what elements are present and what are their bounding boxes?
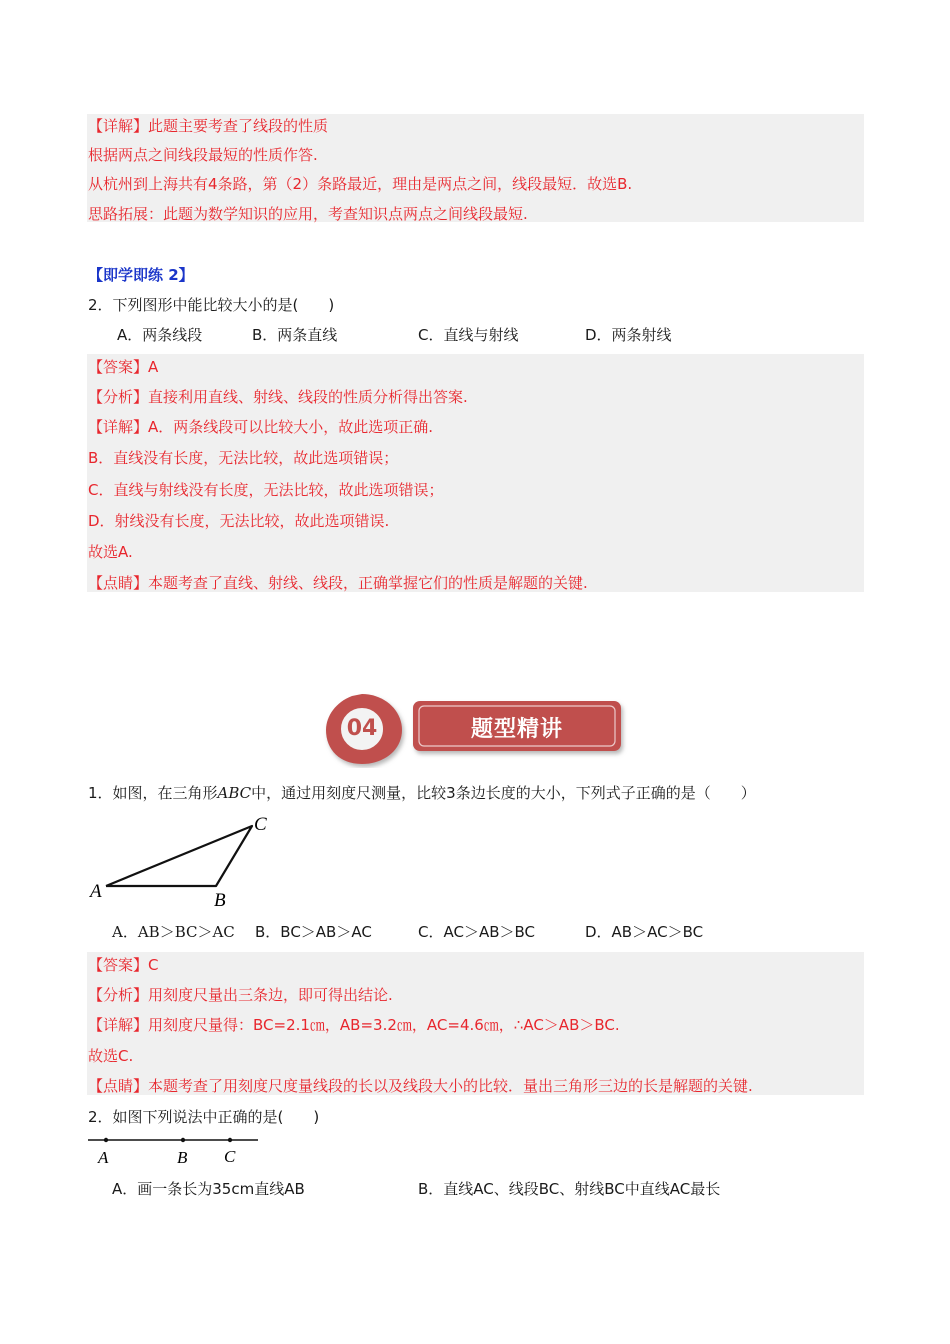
vertex-label-b: B <box>214 890 226 911</box>
answer-line: 故选A. <box>88 543 133 561</box>
point-c <box>228 1138 232 1142</box>
answer-line: 【详解】A．两条线段可以比较大小，故此选项正确. <box>88 418 434 436</box>
question-1-post: 中，通过用刻度尺测量，比较3条边长度的大小，下列式子正确的是（ ） <box>251 784 756 802</box>
explanation-line: 根据两点之间线段最短的性质作答. <box>88 146 318 164</box>
triangle-figure <box>86 812 286 912</box>
vertex-label-a: A <box>90 881 102 902</box>
answer-line: 【分析】直接利用直线、射线、线段的性质分析得出答案. <box>88 388 468 406</box>
option-b: B．两条直线 <box>252 326 338 344</box>
answer-line: D．射线没有长度，无法比较，故此选项错误. <box>88 512 390 530</box>
q2-option-a: A．画一条长为35cm直线AB <box>112 1180 305 1198</box>
q1-option-a: A．AB＞BC＞AC <box>112 923 235 941</box>
q1-answer: 【答案】C <box>88 956 159 974</box>
question-1-pre: 1．如图，在三角形 <box>88 784 218 802</box>
section-title: 题型精讲 <box>470 717 563 742</box>
triangle-name: ABC <box>217 784 252 802</box>
answer-line: B．直线没有长度，无法比较，故此选项错误； <box>88 449 399 467</box>
q1-choice: 故选C. <box>88 1047 134 1065</box>
option-c: C．直线与射线 <box>418 326 519 344</box>
answer-line: C．直线与射线没有长度，无法比较，故此选项错误； <box>88 481 444 499</box>
explanation-line: 【详解】此题主要考查了线段的性质 <box>88 117 329 135</box>
q2-option-b: B．直线AC、线段BC、射线BC中直线AC最长 <box>418 1180 721 1198</box>
vertex-label-c: C <box>254 814 267 835</box>
q1-note: 【点睛】本题考查了用刻度尺度量线段的长以及线段大小的比较．量出三角形三边的长是解题的关键. <box>88 1077 753 1095</box>
q1-detail: 【详解】用刻度尺量得：BC=2.1㎝，AB=3.2㎝，AC=4.6㎝，∴AC＞AB＞BC. <box>88 1016 620 1034</box>
question-1-text <box>88 783 756 803</box>
explanation-line: 思路拓展：此题为数学知识的应用，考查知识点两点之间线段最短. <box>88 205 528 223</box>
q1-option-b: B．BC＞AB＞AC <box>255 923 372 941</box>
answer-line: 【答案】A <box>88 358 159 376</box>
point-label-c: C <box>224 1147 236 1166</box>
point-b <box>181 1138 185 1142</box>
answer-line: 【点睛】本题考查了直线、射线、线段，正确掌握它们的性质是解题的关键. <box>88 574 588 592</box>
point-label-b: B <box>177 1148 188 1167</box>
q1-option-d: D．AB＞AC＞BC <box>585 923 704 941</box>
q1-analysis: 【分析】用刻度尺量出三条边，即可得出结论. <box>88 986 393 1004</box>
line-figure <box>86 1130 266 1170</box>
question-text: 2．下列图形中能比较大小的是( ) <box>88 296 335 314</box>
point-label-a: A <box>98 1148 109 1167</box>
practice-heading: 【即学即练 2】 <box>88 266 194 284</box>
q1-option-c: C．AC＞AB＞BC <box>418 923 535 941</box>
explanation-line: 从杭州到上海共有4条路，第（2）条路最近，理由是两点之间，线段最短．故选B. <box>88 175 633 193</box>
question-2-text: 2．如图下列说法中正确的是( ) <box>88 1108 320 1126</box>
section-number: 04 <box>346 716 378 741</box>
point-a <box>104 1138 108 1142</box>
option-a: A．两条线段 <box>117 326 203 344</box>
option-d: D．两条射线 <box>585 326 672 344</box>
triangle-outline <box>106 826 252 886</box>
section-banner <box>322 688 632 768</box>
